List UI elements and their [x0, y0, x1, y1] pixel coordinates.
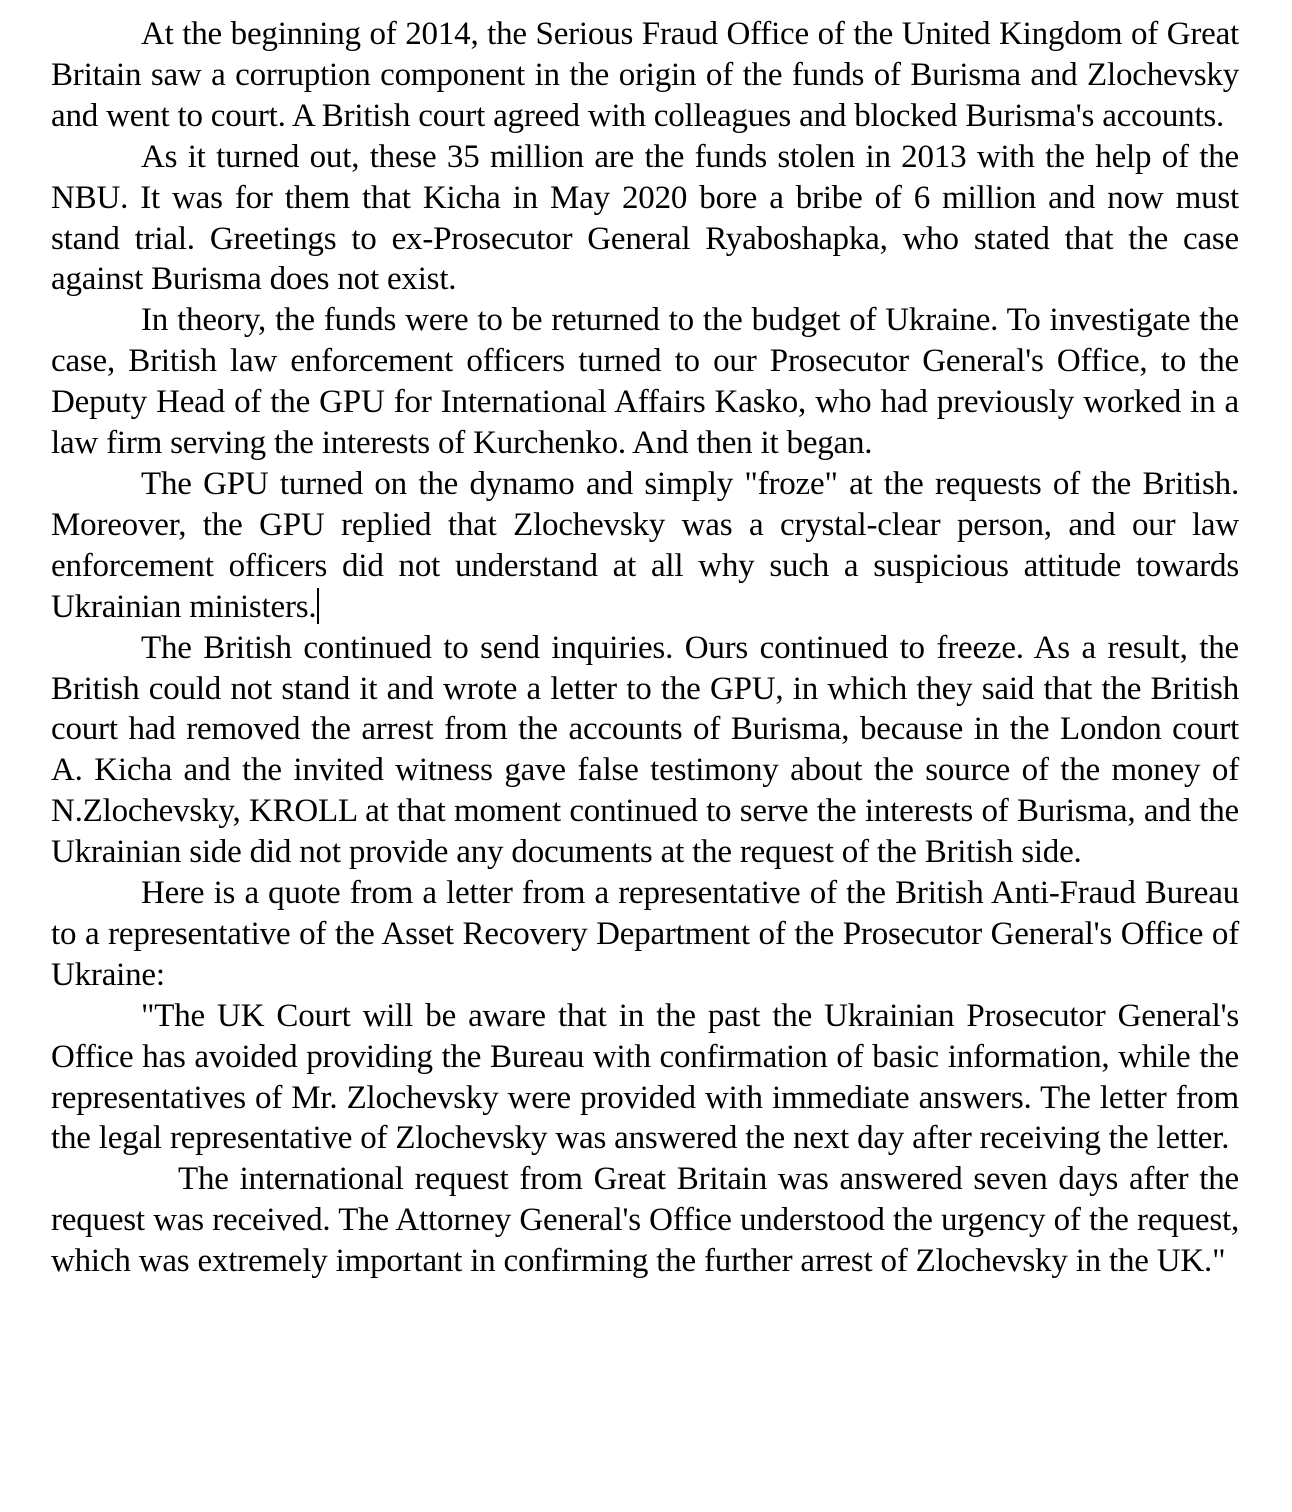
paragraph-8-quote: The international request from Great Britain was answered seven days after the request was received. The Attorney General's Office understood the urgency of the request, which was extremely important in confirming the further arrest of Zlochevsky in the UK." — [51, 1161, 1239, 1280]
paragraph-5: The British continued to send inquiries. Ours continued to freeze. As a result, the British could not stand it and wrote a letter to the GPU, in which they said that the British court had removed the arrest from the accounts of Burisma, because in the London court A. Kicha and the invited witness gave false testimony about the source of the money of N.Zlochevsky, KROLL at that moment continued to serve the interests of Burisma, and the Ukrainian side did not provide any documents at the request of the British side. — [51, 629, 1239, 871]
paragraph-2: As it turned out, these 35 million are the funds stolen in 2013 with the help of the NBU. It was for them that Kicha in May 2020 bore a bribe of 6 million and now must stand trial. Greetings to ex-Prosecutor General Ryaboshapka, who stated that the case against Burisma does not exist. — [51, 138, 1239, 298]
paragraph-4-text: The GPU turned on the dynamo and simply "froze" at the requests of the British. Moreover, the GPU replied that Zlochevsky was a crystal-clear person, and our law enforcement officers did not understand at all why such a suspicious attitude towards Ukrainian ministers. — [51, 465, 1239, 625]
paragraph-6: Here is a quote from a letter from a representative of the British Anti-Fraud Bureau to a representative of the Asset Recovery Department of the Prosecutor General's Office of Ukraine: — [51, 875, 1239, 993]
paragraph-4 — [51, 464, 1239, 628]
text-cursor — [317, 588, 319, 624]
document-body[interactable] — [51, 14, 1239, 1282]
paragraph-7-quote: "The UK Court will be aware that in the past the Ukrainian Prosecutor General's Office has avoided providing the Bureau with confirmation of basic information, while the representatives of Mr. Zlochevsky were provided with immediate answers. The letter from the legal representative of Zlochevsky was answered the next day after receiving the letter. — [51, 997, 1239, 1157]
paragraph-1: At the beginning of 2014, the Serious Fraud Office of the United Kingdom of Great Britain saw a corruption component in the origin of the funds of Burisma and Zlochevsky and went to court. A British court agreed with colleagues and blocked Burisma's accounts. — [51, 16, 1239, 134]
paragraph-3: In theory, the funds were to be returned to the budget of Ukraine. To investigate the case, British law enforcement officers turned to our Prosecutor General's Office, to the Deputy Head of the GPU for International Affairs Kasko, who had previously worked in a law firm serving the interests of Kurchenko. And then it began. — [51, 302, 1239, 462]
